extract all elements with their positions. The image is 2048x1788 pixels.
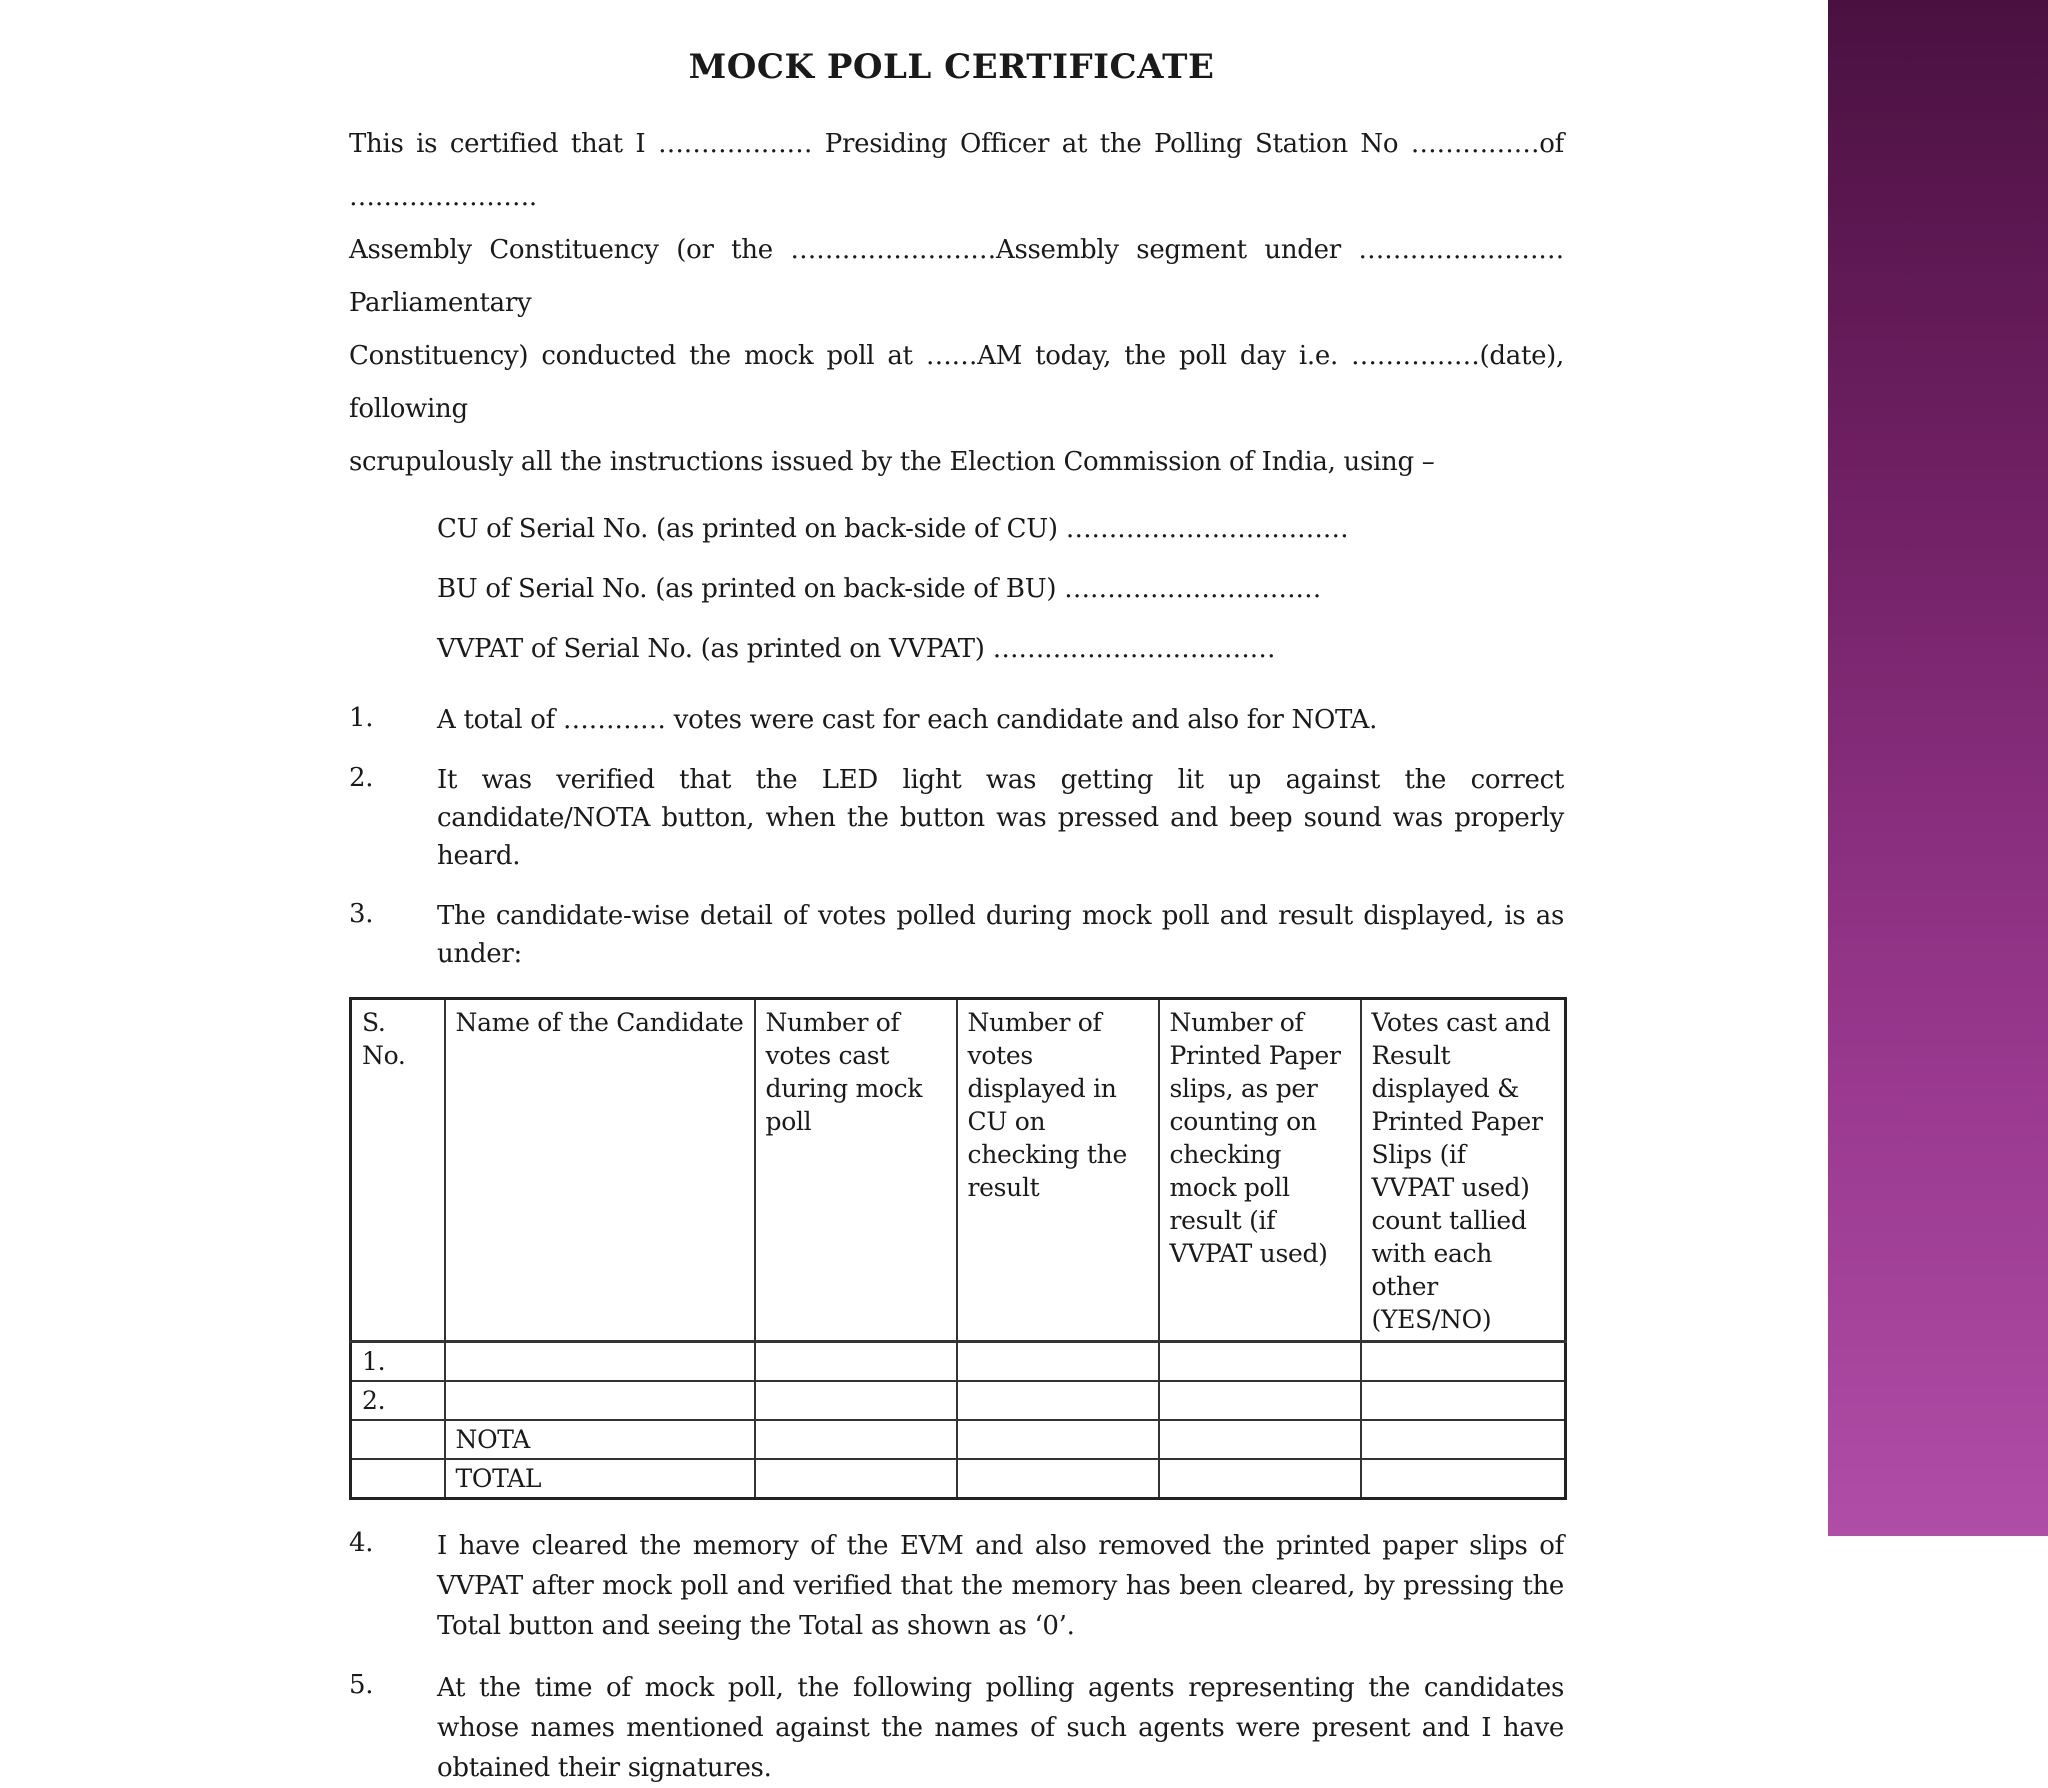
table-row xyxy=(351,1459,1566,1499)
table-cell xyxy=(957,1342,1159,1382)
bu-serial-line: BU of Serial No. (as printed on back-side of BU) ………………………… xyxy=(437,574,1322,604)
intro-line: This is certified that I ……………… Presiding Officer at the Polling Station No ……………of …………………. xyxy=(349,129,1564,212)
item-number: 1. xyxy=(349,703,374,733)
table-cell xyxy=(957,1420,1159,1459)
table-cell xyxy=(957,1459,1159,1499)
table-cell xyxy=(445,1381,755,1420)
table-header-row xyxy=(351,999,1566,1342)
certificate-document xyxy=(349,47,1564,1788)
item-number: 3. xyxy=(349,899,374,929)
table-row xyxy=(351,1381,1566,1420)
table-cell xyxy=(351,1459,445,1499)
item-text: At the time of mock poll, the following polling agents representing the candidates whose names mentioned against the names of such agents were present and I have obtained their signatures. xyxy=(437,1673,1564,1783)
item-number: 5. xyxy=(349,1670,374,1700)
table-cell: TOTAL xyxy=(445,1459,755,1499)
header-s-no: S. No. xyxy=(351,999,445,1342)
header-tally: Votes cast and Result displayed & Printed Paper Slips (if VVPAT used) count tallied with each other (YES/NO) xyxy=(1361,999,1566,1342)
numbered-item-4 xyxy=(349,1526,1564,1646)
table-cell xyxy=(1159,1342,1361,1382)
table-cell xyxy=(1361,1381,1566,1420)
item-text: It was verified that the LED light was getting lit up against the correct candidate/NOTA button, when the button was pressed and beep sound was properly heard. xyxy=(437,765,1564,871)
table-cell xyxy=(1361,1342,1566,1382)
votes-table xyxy=(349,997,1567,1500)
table-cell xyxy=(755,1381,957,1420)
table-cell xyxy=(755,1459,957,1499)
numbered-item-1 xyxy=(349,701,1564,739)
table-cell xyxy=(1361,1420,1566,1459)
numbered-item-5 xyxy=(349,1668,1564,1788)
header-votes-cast: Number of votes cast during mock poll xyxy=(755,999,957,1342)
table-cell xyxy=(1159,1459,1361,1499)
item-text: A total of ………… votes were cast for each candidate and also for NOTA. xyxy=(437,705,1378,735)
item-text: I have cleared the memory of the EVM and also removed the printed paper slips of VVPAT after mock poll and verified that the memory has been cleared, by pressing the Total button and seeing the Total as shown as ‘0’. xyxy=(437,1531,1564,1641)
serial-numbers xyxy=(437,499,1564,679)
intro-line: Assembly Constituency (or the ……………………Assembly segment under ……………………Parliamentary xyxy=(349,235,1564,318)
table-cell xyxy=(755,1420,957,1459)
cu-serial-line: CU of Serial No. (as printed on back-side of CU) …………………………… xyxy=(437,514,1349,544)
table-cell: 1. xyxy=(351,1342,445,1382)
header-paper-slips: Number of Printed Paper slips, as per counting on checking mock poll result (if VVPAT used) xyxy=(1159,999,1361,1342)
table-cell xyxy=(957,1381,1159,1420)
intro-line: scrupulously all the instructions issued by the Election Commission of India, using – xyxy=(349,447,1435,477)
numbered-item-2 xyxy=(349,761,1564,875)
table-cell xyxy=(445,1342,755,1382)
table-cell: 2. xyxy=(351,1381,445,1420)
item-text: The candidate-wise detail of votes polled during mock poll and result displayed, is as under: xyxy=(437,901,1564,969)
item-number: 4. xyxy=(349,1528,374,1558)
intro-paragraph xyxy=(349,118,1564,489)
table-cell xyxy=(1361,1459,1566,1499)
table-cell xyxy=(755,1342,957,1382)
vvpat-serial-line: VVPAT of Serial No. (as printed on VVPAT) …………………………… xyxy=(437,634,1276,664)
table-cell xyxy=(1159,1381,1361,1420)
table-cell xyxy=(1159,1420,1361,1459)
numbered-item-3 xyxy=(349,897,1564,973)
item-number: 2. xyxy=(349,763,374,793)
intro-line: Constituency) conducted the mock poll at ……AM today, the poll day i.e. ……………(date), following xyxy=(349,341,1564,424)
decorative-side-bar xyxy=(1828,0,2048,1536)
header-candidate-name: Name of the Candidate xyxy=(445,999,755,1342)
document-title: MOCK POLL CERTIFICATE xyxy=(688,47,1215,87)
table-row xyxy=(351,1420,1566,1459)
table-cell: NOTA xyxy=(445,1420,755,1459)
table-cell xyxy=(351,1420,445,1459)
header-votes-displayed: Number of votes displayed in CU on checking the result xyxy=(957,999,1159,1342)
table-row xyxy=(351,1342,1566,1382)
